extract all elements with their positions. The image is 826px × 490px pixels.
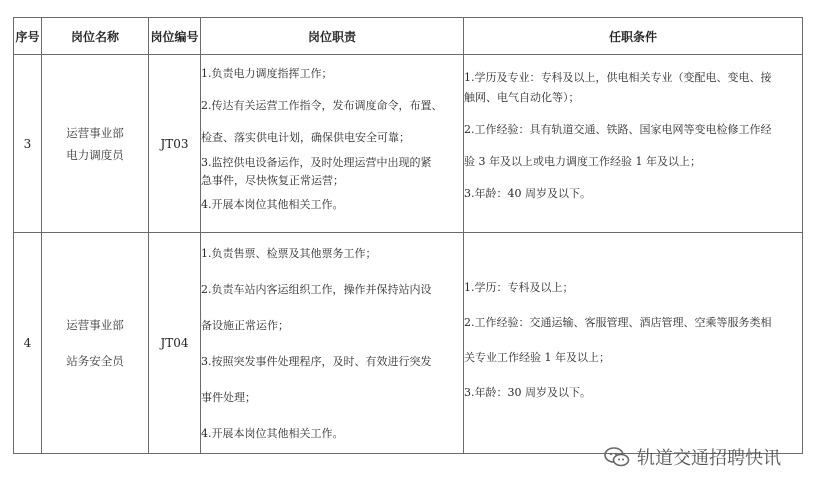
table-row [14,233,803,454]
duties-cell [201,55,464,233]
duty-line: 2.负责车站内客运组织工作，操作并保持站内设 [201,283,432,296]
wechat-icon [603,446,631,468]
duty-line: 3.监控供电设备运作，及时处理运营中出现的紧 [201,156,432,169]
requirements-cell [464,233,803,454]
position-code: JT03 [149,55,201,233]
duty-line: 2.传达有关运营工作指令，发布调度命令，布置、 [201,99,443,112]
duty-line: 事件处理； [201,391,256,404]
position-name [42,233,149,454]
duty-line: 备设施正常运作； [201,319,289,332]
requirement-line: 3.年龄：30 周岁及以下。 [464,386,591,399]
requirement-line: 关专业工作经验 1 年及以上； [464,351,610,364]
requirement-line: 2.工作经验：具有轨道交通、铁路、国家电网等变电检修工作经 [464,123,772,136]
requirement-line: 1.学历及专业：专科及以上，供电相关专业（变配电、变电、接 [464,71,772,84]
header-position-code: 岗位编号 [149,18,201,55]
duty-line: 检查、落实供电计划，确保供电安全可靠； [201,131,410,144]
duty-line: 1.负责售票、检票及其他票务工作； [201,247,377,260]
job-title: 站务安全员 [66,354,124,368]
job-title: 电力调度员 [66,147,124,162]
watermark [603,444,781,470]
table-header-row [14,18,803,55]
watermark-text: 轨道交通招聘快讯 [637,448,781,469]
position-name [42,55,149,233]
row-number: 3 [14,55,42,233]
requirement-line: 验 3 年及以上或电力调度工作经验 1 年及以上； [464,155,701,168]
duty-line: 1.负责电力调度指挥工作； [201,67,333,80]
duty-line: 4.开展本岗位其他相关工作。 [201,427,344,440]
duties-cell [201,233,464,454]
header-seq: 序号 [14,18,42,55]
header-duties: 岗位职责 [201,18,464,55]
table-row [14,55,803,233]
requirements-cell [464,55,803,233]
requirement-line: 2.工作经验：交通运输、客服管理、酒店管理、空乘等服务类相 [464,316,772,329]
requirement-line: 1.学历：专科及以上； [464,281,574,294]
duty-line: 急事件，尽快恢复正常运营； [201,174,344,187]
header-position-name: 岗位名称 [42,18,149,55]
duty-line: 4.开展本岗位其他相关工作。 [201,198,344,211]
job-table [13,17,803,454]
header-requirements: 任职条件 [464,18,803,55]
requirement-line: 触网、电气自动化等）； [464,91,580,104]
row-number: 4 [14,233,42,454]
position-code: JT04 [149,233,201,454]
requirement-line: 3.年龄：40 周岁及以下。 [464,187,591,200]
department: 运营事业部 [66,125,124,140]
duty-line: 3.按照突发事件处理程序，及时、有效进行突发 [201,355,432,368]
department: 运营事业部 [66,318,124,332]
